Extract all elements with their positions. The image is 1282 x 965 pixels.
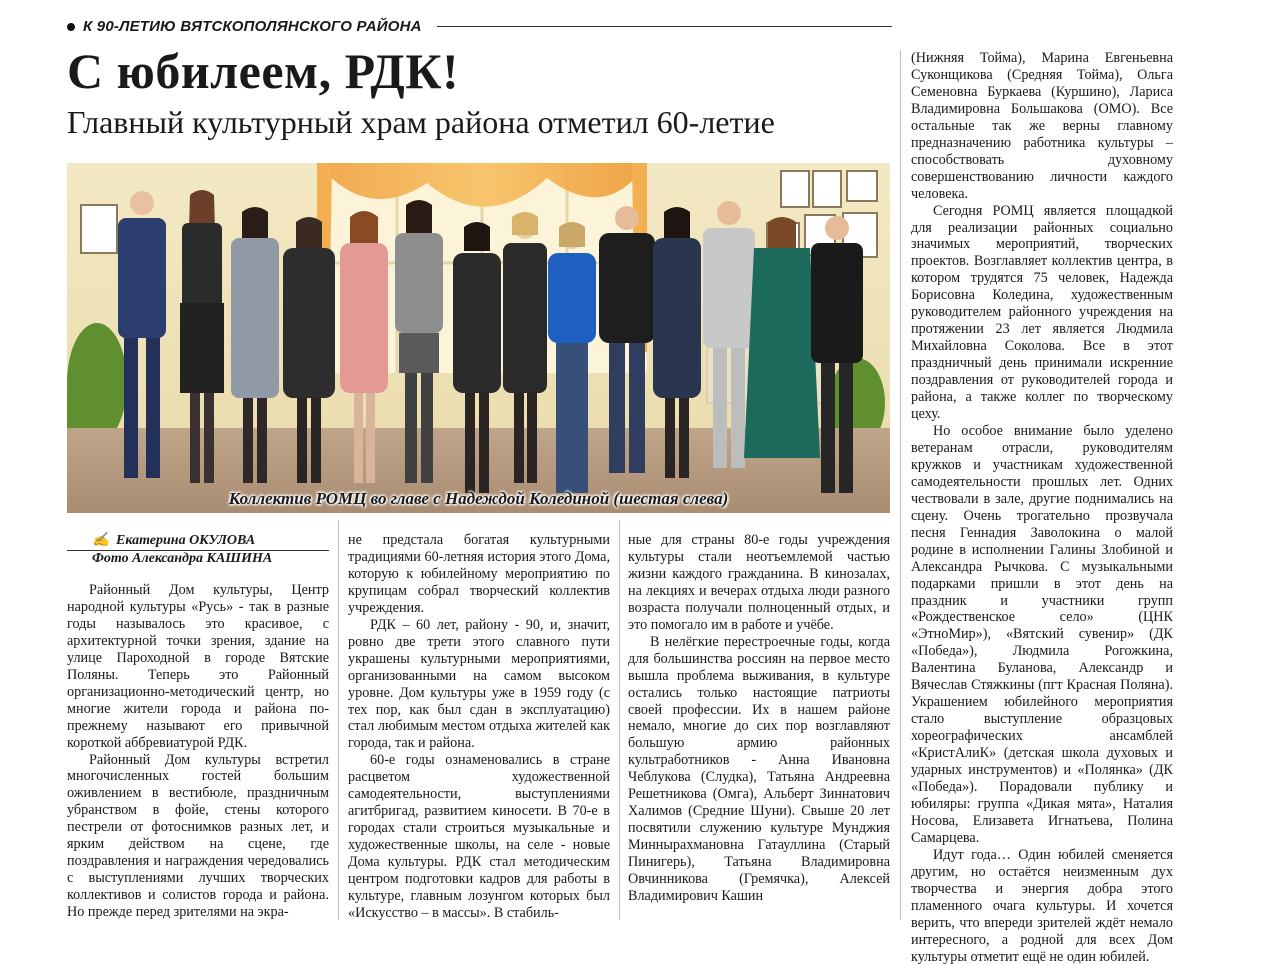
article-column-4 [911, 50, 1173, 965]
photo-caption: Коллектив РОМЦ во главе с Надеждой Колединой (шестая слева) [228, 489, 729, 508]
paragraph: В нелёгкие перестроечные годы, когда для большинства россиян на первое место вышла проблема выживания, в культуре остались только настоящие патриоты своей профессии. Их в нашем районе немало, многие до сих пор возглавляют большую армию районных культработников - Анна Ивановна Чеблукова (Слудка), Татьяна Андреевна Решетникова (Омга), Альберт Зиннатович Халимов (Средние Шуни). Свыше 20 лет посвятили служению культуре Мунджия Миннырахмановна Гатауллина (Старый Пинигерь), Татьяна Владимировна Овчинникова (Гремячка), Алексей Владимирович Кашин [628, 633, 890, 905]
paragraph: Районный Дом культуры, Центр народной культуры «Русь» - так в разные годы называлось это красивое, с архитектурной точки зрения, здание на улице Пароходной в городе Вятские Поляны. Теперь это Районный организационно-методический центр, но многие жители города и района по-прежнему называют его привычной короткой аббревиатурой РДК. [67, 582, 329, 751]
author-name: Екатерина ОКУЛОВА [116, 533, 256, 548]
byline-rule [67, 550, 329, 551]
photo-credit: Фото Александра КАШИНА [92, 551, 273, 566]
section-rubric [67, 14, 892, 44]
paragraph: Районный Дом культуры встретил многочисленных гостей большим оживлением в вестибюле, праздничным убранством в фойе, стены которого пестрели от фотоснимков разных лет, и ярким действом на сцене, где поздравления и награждения чередовались с выступлениями лучших творческих коллективов и солистов города и района. Но прежде перед зрителями на экра- [67, 751, 329, 921]
column-divider [338, 520, 339, 920]
column-divider [619, 520, 620, 920]
paragraph: Идут года… Один юбилей сменяется другим, но остаётся неизменным дух творчества и энергия добра этого пламенного очага культуры. И хочется верить, что впереди зрителей ждёт немало интересного, а родной для всех Дом культуры отметит ещё не один юбилей. [911, 846, 1173, 965]
article-column-2 [348, 532, 610, 922]
article-column-1 [67, 582, 329, 921]
group-photo [67, 163, 890, 513]
paragraph: ные для страны 80-е годы учреждения культуры стали неотъемлемой частью жизни каждого гражданина. В кинозалах, на лекциях и вечерах отдыха люди разного возраста получали полноценный отдых, и это помогало им в работе и учёбе. [628, 532, 890, 633]
paragraph: Сегодня РОМЦ является площадкой для реализации районных социально значимых мероприятий, творческих проектов. Возглавляет коллектив центра, в котором трудятся 75 человек, Надежда Борисовна Коледина, художественным руководителем районного учреждения на протяжении 23 лет является Людмила Михайловна Соколова. Все в этот праздничный день принимали искренние поздравления от руководителей города и района, а также коллег по творческому цеху. [911, 202, 1173, 423]
bullet-icon [67, 23, 75, 31]
paragraph: 60-е годы ознаменовались в стране расцветом художественной самодеятельности, выступлениями агитбригад, развитием киносети. В 70-е в городах стали строиться музыкальные и художественные школы, на селе - новые Дома культуры. РДК стал методическим центром подготовки кадров для работы в культуре, главным лозунгом которых был «Искусство – в массы». В стабиль- [348, 752, 610, 921]
group-photo-image [67, 163, 890, 513]
paragraph: (Нижняя Тойма), Марина Евгеньевна Суконщикова (Средняя Тойма), Ольга Семеновна Буркаева (Куршино), Лариса Владимировна Большакова (ОМО). Все остальные так же верны главному предназначению работника культуры – способствовать духовному совершенствованию личности каждого человека. [911, 50, 1173, 202]
paragraph: РДК – 60 лет, району - 90, и, значит, ровно две трети этого славного пути украшены культурными мероприятиями, организованными на самом высоком уровне. Дом культуры уже в 1959 году (с тех пор, как был сдан в эксплуатацию) стал любимым местом отдыха жителей как города, так и района. [348, 616, 610, 752]
rubric-text: К 90-ЛЕТИЮ ВЯТСКОПОЛЯНСКОГО РАЙОНА [83, 18, 422, 35]
pen-icon: ✍ [92, 533, 110, 548]
rubric-rule [437, 26, 892, 27]
article-column-3 [628, 532, 890, 905]
article-headline: С юбилеем, РДК! [67, 43, 460, 99]
article-subheadline: Главный культурный храм района отметил 60-летие [67, 104, 775, 140]
paragraph: не предстала богатая культурными традициями 60-летняя история этого Дома, которую к юбилейному мероприятию по крупицам собрал творческий коллектив учреждения. [348, 532, 610, 616]
paragraph: Но особое внимание было уделено ветеранам отрасли, руководителям кружков и участникам художественной самодеятельности прошлых лет. Одних чествовали в зале, другие поднимались на сцену. Очень трогательно прозвучала песня Геннадия Заволокина о малой родине в исполнении Галины Злобиной и Александра Рычкова. С музыкальными подарками пришли в этот день на праздник и участники групп «Рождественское село» (ЦНК «ЭтноМир»), «Вятский сувенир» (ДК «Победа»), Людмила Рогожкина, Валентина Буланова, Александр и Вячеслав Стяжкины (пгт Красная Поляна). Украшением юбилейного мероприятия стало выступление образцовых хореографических ансамблей «КристАлиК» (детская школа духовых и ударных инструментов) и «Полянка» (ДК «Победа»). Порадовали публику и юбиляры: группа «Дикая мята», Наталия Носова, Елизавета Игнатьева, Полина Самарцева. [911, 422, 1173, 846]
column-divider [900, 50, 901, 920]
